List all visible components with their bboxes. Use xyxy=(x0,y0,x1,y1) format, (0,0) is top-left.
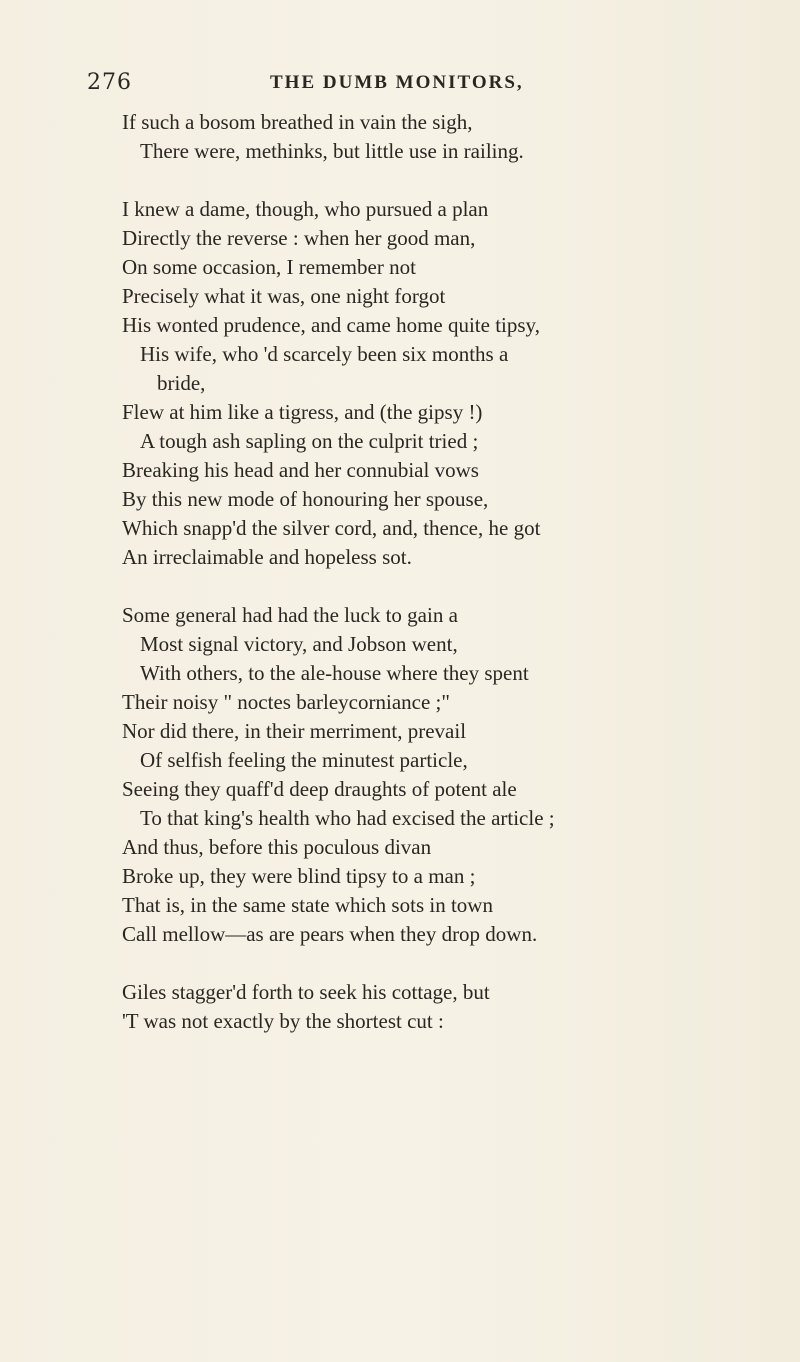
poem-text xyxy=(0,108,800,1036)
verse-line: By this new mode of honouring her spouse, xyxy=(122,487,489,511)
verse-line: There were, methinks, but little use in railing. xyxy=(140,139,524,163)
stanza xyxy=(0,195,800,572)
verse-line: His wife, who 'd scarcely been six months a xyxy=(140,342,509,366)
verse-line: To that king's health who had excised the article ; xyxy=(140,806,555,830)
page-number: 276 xyxy=(87,70,132,95)
verse-line: Seeing they quaff'd deep draughts of potent ale xyxy=(122,777,517,801)
verse-line: Call mellow—as are pears when they drop down. xyxy=(122,922,538,946)
verse-line: 'T was not exactly by the shortest cut : xyxy=(122,1009,444,1033)
verse-line: An irreclaimable and hopeless sot. xyxy=(122,545,412,569)
verse-line: That is, in the same state which sots in town xyxy=(122,893,493,917)
verse-line: Broke up, they were blind tipsy to a man ; xyxy=(122,864,476,888)
verse-line: Which snapp'd the silver cord, and, thence, he got xyxy=(122,516,541,540)
verse-line: Directly the reverse : when her good man, xyxy=(122,226,476,250)
verse-line: Of selfish feeling the minutest particle, xyxy=(140,748,468,772)
page-header xyxy=(0,70,800,102)
verse-line: Nor did there, in their merriment, prevail xyxy=(122,719,467,743)
verse-line: Flew at him like a tigress, and (the gipsy !) xyxy=(122,400,483,424)
verse-line: On some occasion, I remember not xyxy=(122,255,416,279)
verse-line: Giles stagger'd forth to seek his cottage, but xyxy=(122,980,490,1004)
stanza-break xyxy=(0,572,800,601)
verse-line: Precisely what it was, one night forgot xyxy=(122,284,446,308)
verse-line: Their noisy " noctes barleycorniance ;" xyxy=(122,690,450,714)
stanza xyxy=(0,601,800,949)
stanza-break xyxy=(0,949,800,978)
stanza xyxy=(0,108,800,166)
stanza-break xyxy=(0,166,800,195)
verse-line: A tough ash sapling on the culprit tried ; xyxy=(140,429,479,453)
verse-line: Some general had had the luck to gain a xyxy=(122,603,458,627)
verse-line: I knew a dame, though, who pursued a plan xyxy=(122,197,489,221)
verse-line: Most signal victory, and Jobson went, xyxy=(140,632,458,656)
verse-line: With others, to the ale-house where they spent xyxy=(140,661,529,685)
verse-line: Breaking his head and her connubial vows xyxy=(122,458,479,482)
stanza xyxy=(0,978,800,1036)
verse-line: His wonted prudence, and came home quite tipsy, xyxy=(122,313,540,337)
running-head: THE DUMB MONITORS, xyxy=(270,72,524,93)
verse-line: If such a bosom breathed in vain the sigh, xyxy=(122,110,473,134)
verse-line: bride, xyxy=(157,371,206,395)
verse-line: And thus, before this poculous divan xyxy=(122,835,432,859)
